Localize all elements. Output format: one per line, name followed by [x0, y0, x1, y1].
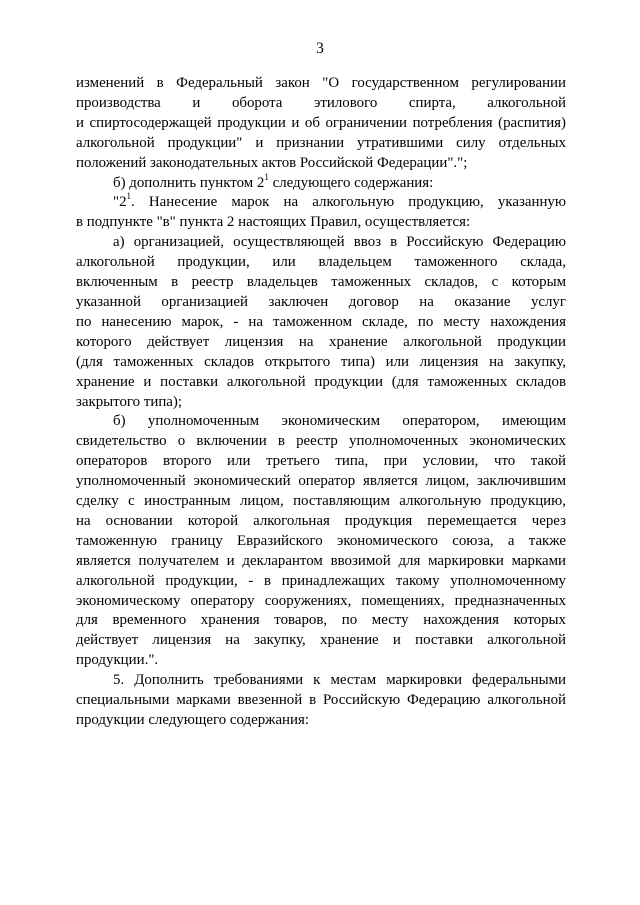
text-line: операторов второго или третьего типа, при условии, что такой [76, 453, 566, 470]
superscript: 1 [126, 191, 132, 202]
text-line: а) организацией, осуществляющей ввоз в Российскую Федерацию [113, 234, 566, 251]
text-line: для временного хранения товаров, по месту нахождения которых [76, 612, 566, 629]
text-line: положений законодательных актов Российской Федерации"."; [76, 154, 468, 171]
text-line: (для таможенных складов открытого типа) или лицензия на закупку, [76, 353, 566, 370]
text-line: включенным в реестр владельцев таможенных складов, с которым [76, 274, 566, 291]
superscript: 1 [264, 171, 269, 182]
text-line: продукции.". [76, 652, 159, 669]
text-line: производства и оборота этилового спирта, алкогольной [76, 94, 566, 111]
text-span: б) дополнить пунктом 2 [113, 174, 265, 191]
text-line: по нанесению марок, - на таможенном складе, по месту нахождения [76, 313, 566, 330]
text-line: экономическому оператору сооружениях, помещениях, предназначенных [76, 592, 566, 609]
text-line: является получателем и декларантом ввозимой для маркировки марками [76, 552, 566, 569]
text-line: и спиртосодержащей продукции и об ограничении потребления (распития) [76, 114, 566, 131]
document-body [76, 74, 566, 731]
text-span: "2 [113, 194, 127, 211]
text-line: алкогольной продукции, или владельцем таможенного склада, [76, 254, 566, 271]
text-span: следующего содержания: [268, 174, 434, 191]
text-line: которого действует лицензия на хранение алкогольной продукции [76, 333, 566, 350]
text-line: специальными марками ввезенной в Российскую Федерацию алкогольной [76, 692, 566, 709]
paragraph-21-line [76, 193, 566, 213]
paragraph-b-intro [76, 171, 566, 194]
text-line: в подпункте "в" пункта 2 настоящих Правил, осуществляется: [76, 214, 471, 231]
text-line: 5. Дополнить требованиями к местам маркировки федеральными [113, 672, 566, 689]
text-line: действует лицензия на закупку, хранение и поставки алкогольной [76, 632, 566, 649]
text-line: указанной организацией заключен договор на оказание услуг [76, 293, 566, 310]
text-line: продукции следующего содержания: [76, 712, 309, 728]
text-line: на основании которой алкогольная продукция перемещается через [76, 512, 566, 529]
text-line: алкогольной продукции" и признании утратившими силу отдельных [76, 134, 566, 151]
text-line: изменений в Федеральный закон "О государственном регулировании [76, 75, 566, 91]
text-line: хранение и поставки алкогольной продукции (для таможенных складов [76, 373, 566, 390]
text-line: б) уполномоченным экономическим оператором, имеющим [113, 413, 566, 430]
text-line: свидетельство о включении в реестр уполномоченных экономических [76, 433, 566, 450]
text-line: сделку с иностранным лицом, поставляющим алкогольную продукцию, [76, 493, 566, 510]
text-span: . Нанесение марок на алкогольную продукцию, указанную [131, 194, 566, 211]
text-line: уполномоченный экономический оператор является лицом, заключившим [76, 473, 566, 490]
text-line: алкогольной продукции, - в принадлежащих такому уполномоченному [76, 572, 566, 589]
text-line: таможенную границу Евразийского экономического союза, а также [76, 532, 566, 549]
text-line: закрытого типа); [76, 393, 182, 410]
page-number: 3 [316, 40, 324, 57]
